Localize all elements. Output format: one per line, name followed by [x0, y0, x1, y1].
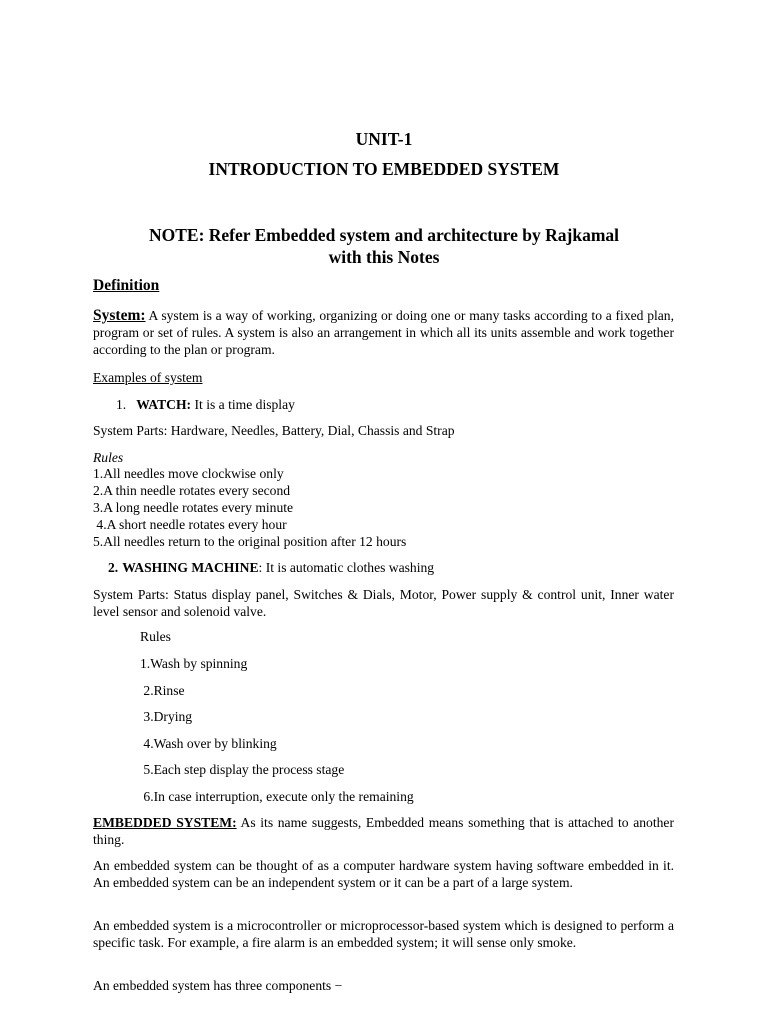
embedded-system-definition: [93, 814, 674, 848]
embedded-paragraph-2: An embedded system is a microcontroller or microprocessor-based system which is designed to perform a specific task. For example, a fire alarm is an embedded system; it will sense only smoke.: [93, 918, 674, 950]
watch-item: [116, 396, 295, 413]
washing-machine-number: 2.: [108, 560, 119, 575]
system-definition: [93, 307, 674, 358]
embedded-system-term: EMBEDDED SYSTEM:: [93, 815, 237, 830]
watch-rules-label: Rules: [93, 450, 124, 465]
system-term: System:: [93, 307, 146, 324]
washing-machine-rule: 6.In case interruption, execute only the remaining: [140, 789, 414, 804]
washing-machine-rule: 3.Drying: [140, 709, 193, 724]
embedded-paragraph-1: An embedded system can be thought of as a computer hardware system having software embedded in it. An embedded system can be an independent system or it can be a part of a large system.: [93, 858, 674, 890]
page-title: INTRODUCTION TO EMBEDDED SYSTEM: [208, 159, 560, 179]
watch-rule: 5.All needles return to the original position after 12 hours: [93, 534, 407, 549]
watch-desc: It is a time display: [191, 397, 295, 412]
watch-number: 1.: [116, 397, 127, 412]
washing-machine-desc: : It is automatic clothes washing: [258, 560, 435, 575]
washing-machine-rule: 5.Each step display the process stage: [140, 762, 345, 777]
note-line-2: with this Notes: [328, 247, 440, 267]
washing-machine-rule: 2.Rinse: [140, 683, 185, 698]
watch-rule: 3.A long needle rotates every minute: [93, 500, 294, 515]
system-text: A system is a way of working, organizing or doing one or many tasks according to a fixed plan, program or set of rules. A system is also an arrangement in which all its units assemble and work together according to the plan or program.: [93, 308, 674, 357]
watch-parts: System Parts: Hardware, Needles, Battery, Dial, Chassis and Strap: [93, 423, 455, 438]
note-line-1: NOTE: Refer Embedded system and architecture by Rajkamal: [148, 225, 620, 245]
watch-rule: 4.A short needle rotates every hour: [93, 517, 287, 532]
washing-machine-parts: System Parts: Status display panel, Switches & Dials, Motor, Power supply & control unit, Inner water level sensor and solenoid valve.: [93, 587, 674, 619]
watch-rule: 1.All needles move clockwise only: [93, 466, 284, 481]
embedded-system-intro: As its name suggests, Embedded means something that is attached to another thing.: [93, 815, 674, 847]
watch-rule: 2.A thin needle rotates every second: [93, 483, 291, 498]
embedded-paragraph-3: An embedded system has three components −: [93, 978, 343, 993]
washing-machine-rule: 4.Wash over by blinking: [140, 736, 277, 751]
washing-machine-item: [108, 559, 434, 576]
examples-heading: Examples of system: [93, 370, 203, 385]
watch-name: WATCH:: [136, 397, 192, 412]
washing-machine-rule: 1.Wash by spinning: [140, 656, 248, 671]
washing-machine-rules-label: Rules: [140, 629, 171, 644]
definition-heading: Definition: [93, 277, 160, 294]
unit-heading: UNIT-1: [355, 129, 413, 149]
washing-machine-name: WASHING MACHINE: [122, 560, 259, 575]
